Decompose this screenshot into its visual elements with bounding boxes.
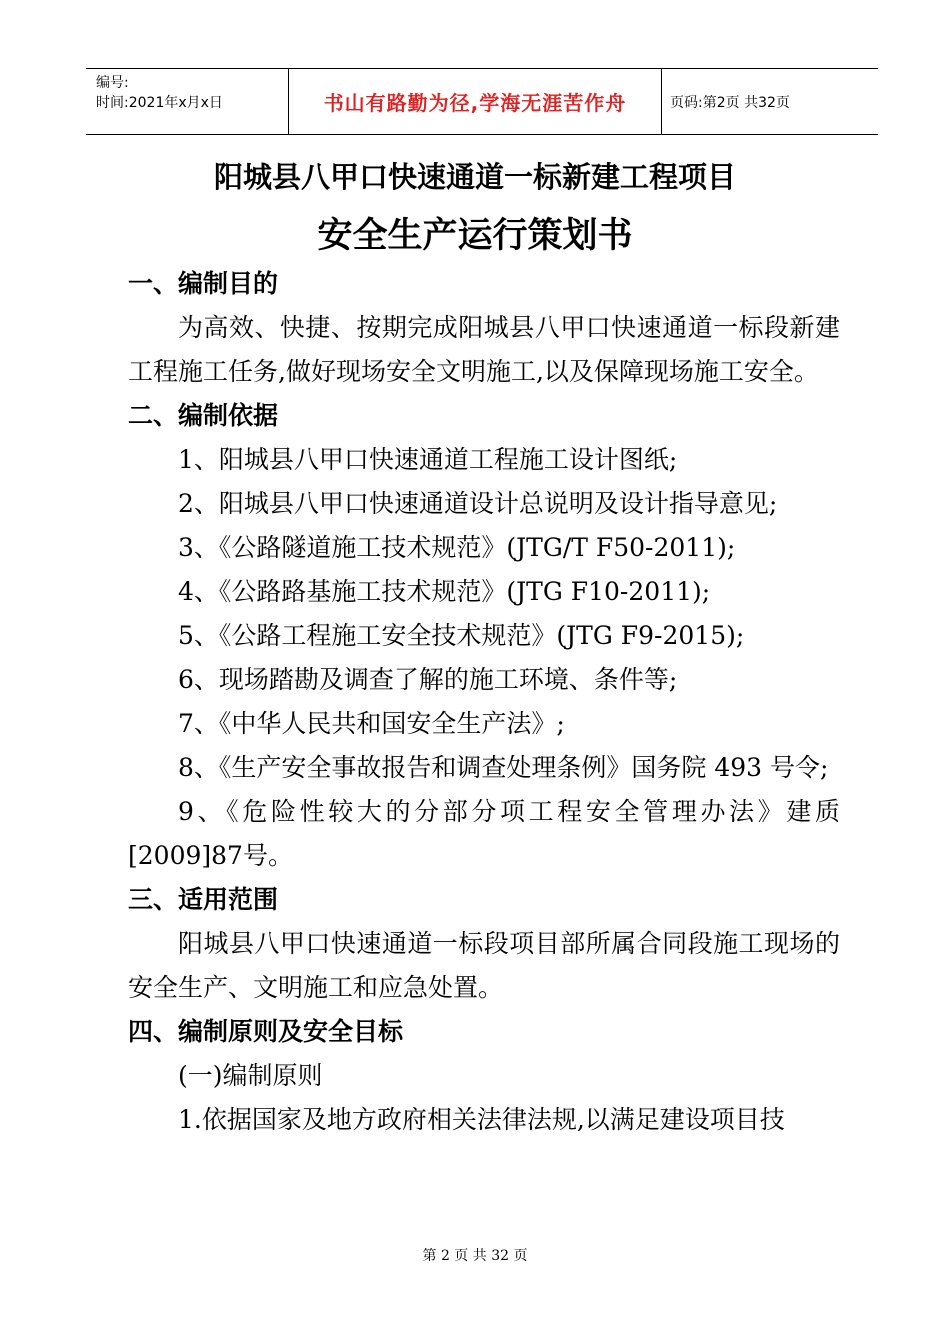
basis-item: 4、《公路路基施工技术规范》(JTG F10-2011); (178, 577, 711, 606)
basis-item: 5、《公路工程施工安全技术规范》(JTG F9-2015); (178, 621, 745, 650)
basis-item: 8、《生产安全事故报告和调查处理条例》国务院 493 号令; (178, 753, 829, 782)
page-footer: 第 2 页 共 32 页 (422, 1248, 528, 1264)
basis-item: 6、现场踏勘及调查了解的施工环境、条件等; (178, 665, 678, 694)
section-paragraph: 为高效、快捷、按期完成阳城县八甲口快速通道一标段新建工程施工任务,做好现场安全文明施工,以及保障现场施工安全。 (128, 313, 840, 386)
header-page-cell (662, 69, 878, 134)
basis-item: 9、《危险性较大的分部分项工程安全管理办法》建质[2009]87号。 (128, 797, 840, 870)
basis-item: 7、《中华人民共和国安全生产法》; (178, 709, 565, 738)
page-label: 页码:第2页 共32页 (670, 94, 790, 111)
page-header (86, 68, 878, 135)
section-heading: 三、适用范围 (128, 885, 279, 914)
header-meta (86, 69, 288, 134)
basis-item: 3、《公路隧道施工技术规范》(JTG/T F50-2011); (178, 533, 736, 562)
basis-item: 1、阳城县八甲口快速通道工程施工设计图纸; (178, 445, 678, 474)
document-title-line2: 安全生产运行策划书 (317, 216, 633, 256)
document-body (128, 262, 840, 1142)
section-heading: 四、编制原则及安全目标 (128, 1017, 404, 1046)
number-label: 编号: (96, 75, 129, 91)
section-paragraph: 阳城县八甲口快速通道一标段项目部所属合同段施工现场的安全生产、文明施工和应急处置。 (128, 929, 840, 1002)
motto-text: 书山有路勤为径,学海无涯苦作舟 (323, 91, 627, 115)
principle-item: 1.依据国家及地方政府相关法律法规,以满足建设项目技 (178, 1105, 785, 1134)
section-heading: 一、编制目的 (128, 269, 279, 298)
header-motto-cell (288, 69, 662, 134)
section-heading: 二、编制依据 (128, 401, 279, 430)
time-label: 时间:2021年x月x日 (96, 95, 223, 111)
basis-item: 2、阳城县八甲口快速通道设计总说明及设计指导意见; (178, 489, 778, 518)
subsection-heading: (一)编制原则 (178, 1061, 323, 1090)
document-title-line1: 阳城县八甲口快速通道一标新建工程项目 (213, 160, 736, 194)
